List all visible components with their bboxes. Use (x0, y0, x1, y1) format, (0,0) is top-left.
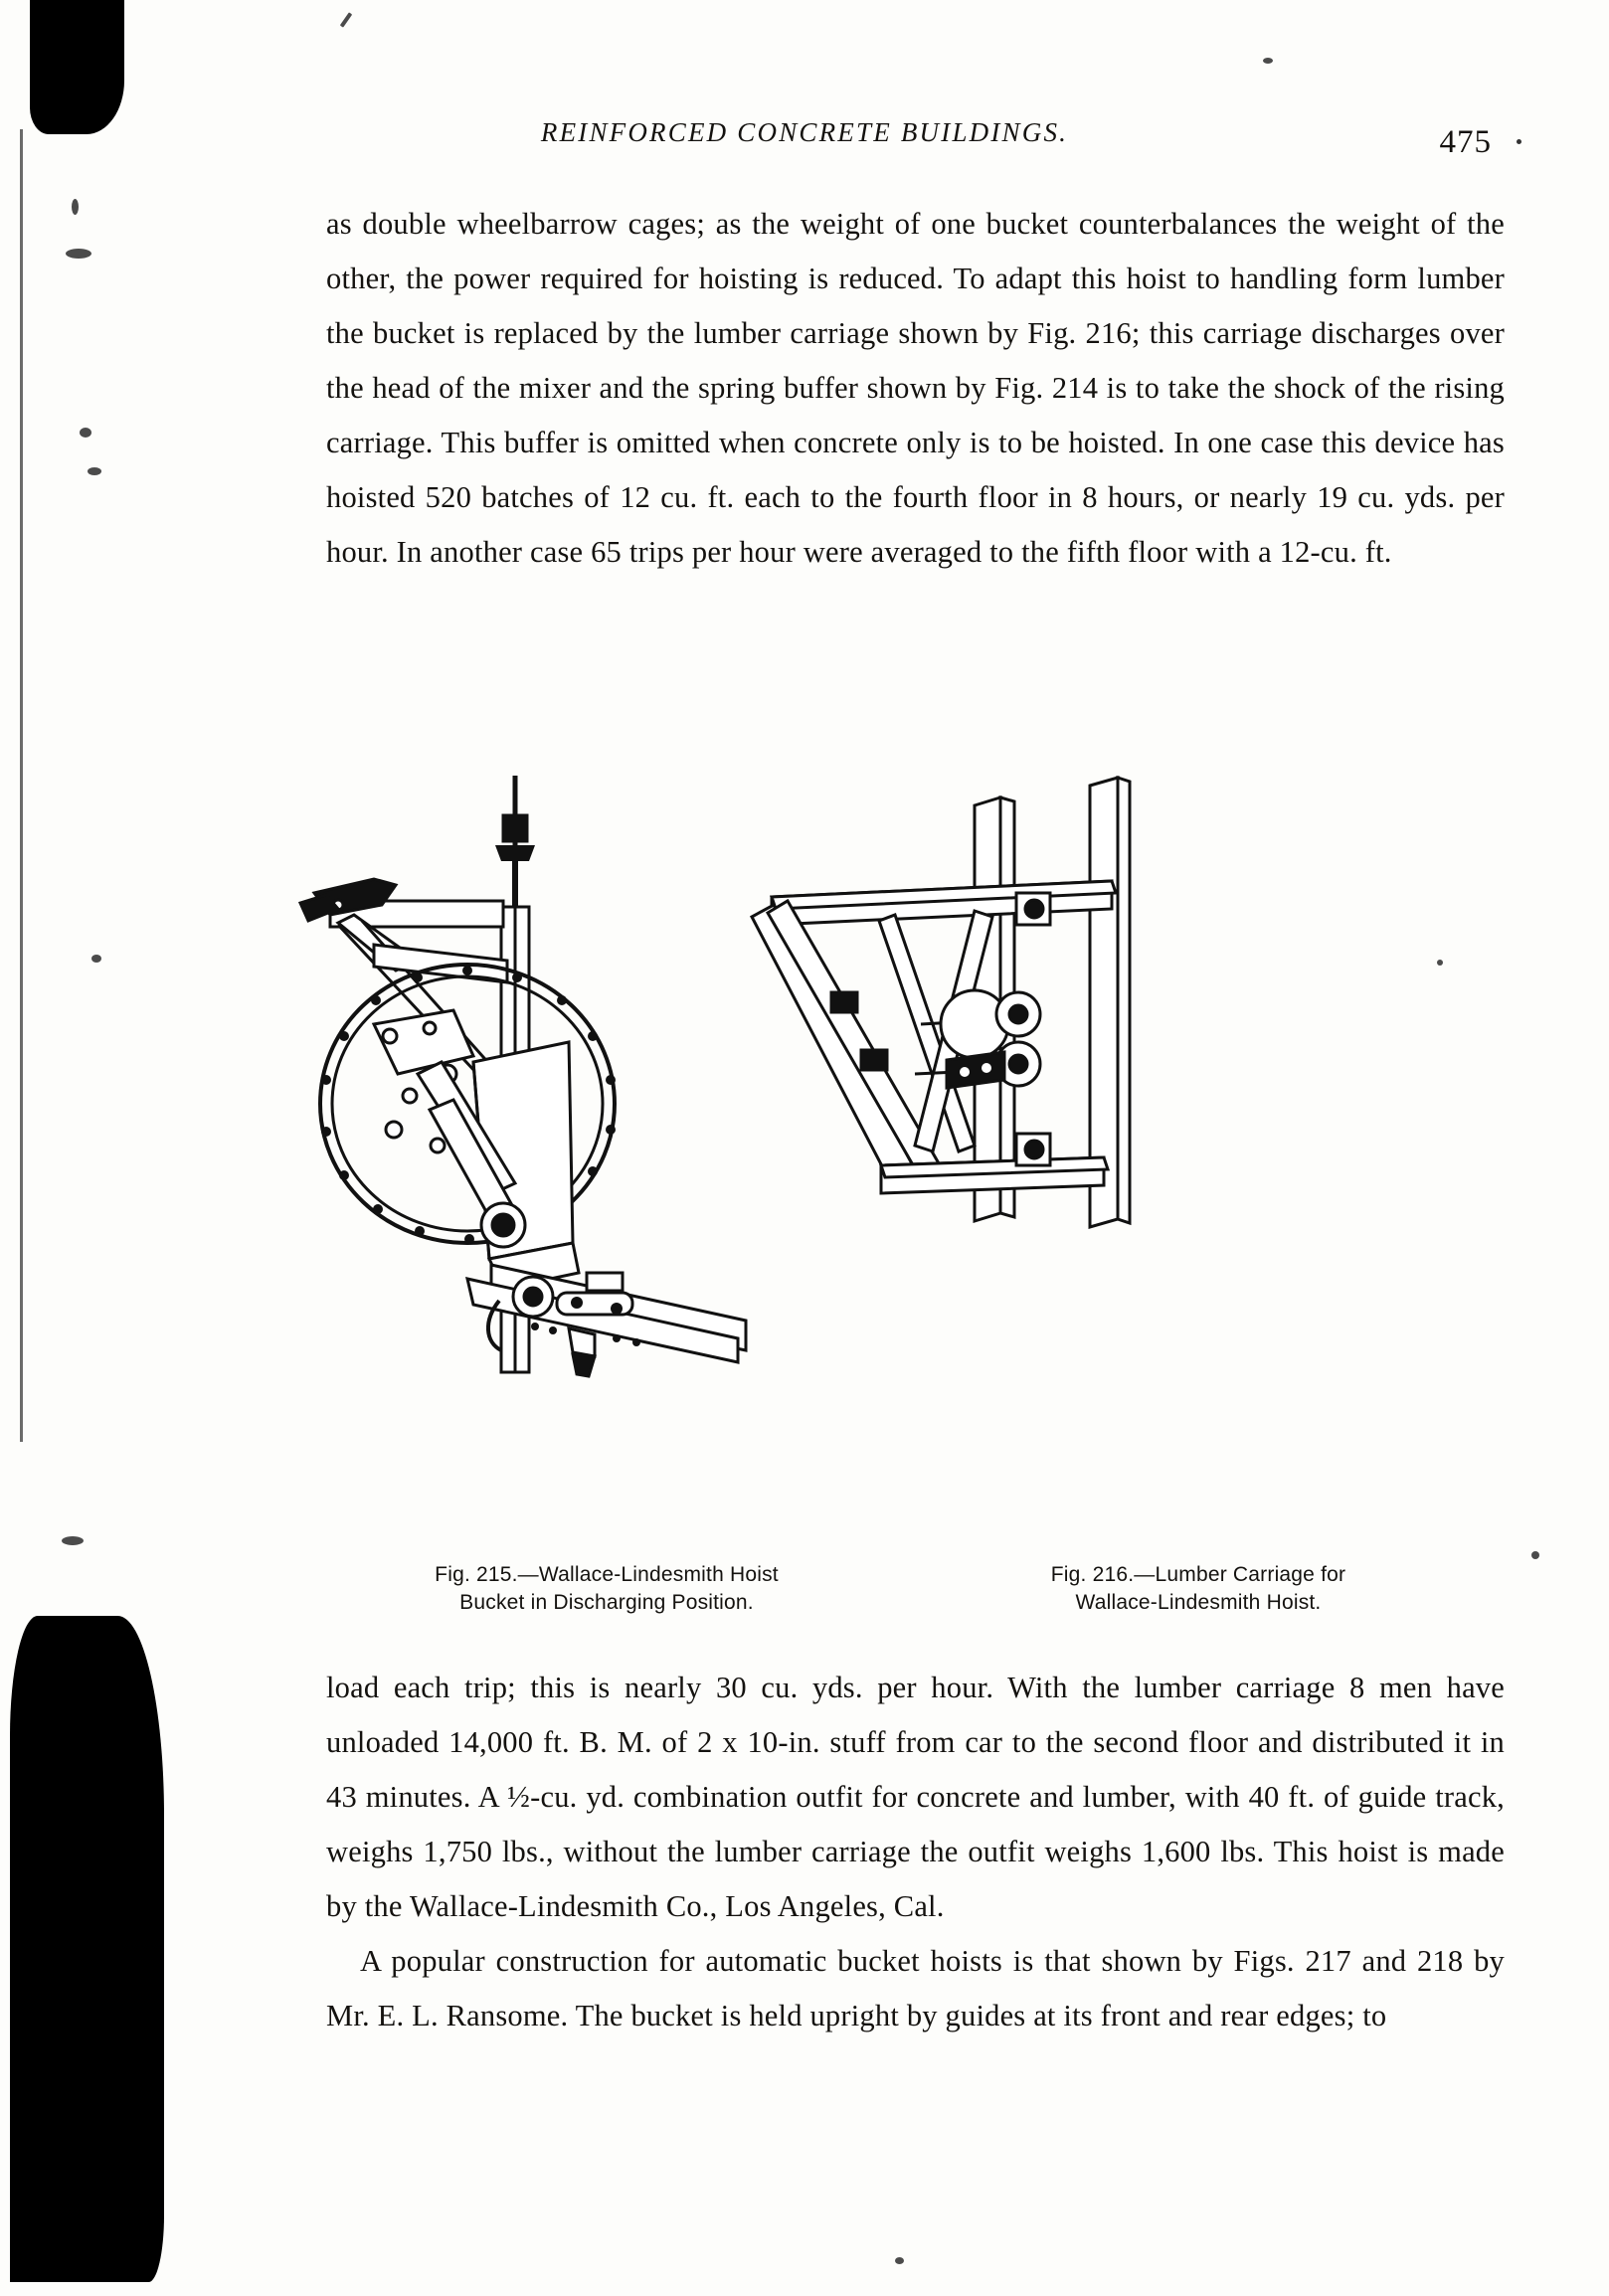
figure-215-caption-line2: Bucket in Discharging Position. (459, 1591, 754, 1614)
figure-215-216-drawing (278, 776, 1512, 1601)
scan-speck (895, 2257, 904, 2264)
scan-edge-artifact-top (30, 0, 124, 134)
figure-216-caption-line2: Wallace-Lindesmith Hoist. (1075, 1591, 1322, 1614)
paragraph-text: A popular construction for automatic bucket hoists is that shown by Figs. 217 and 218 by Mr. E. L. Ransome. The bucket is held upright by guides at its front and rear edges; to (326, 1944, 1505, 2032)
body-paragraph-top (326, 197, 1505, 580)
scan-speck (66, 249, 91, 259)
scan-speck (340, 12, 352, 27)
body-paragraph-bottom (326, 1661, 1505, 2043)
paragraph-text: load each trip; this is nearly 30 cu. yds. per hour. With the lumber carriage 8 men have unloaded 14,000 ft. B. M. of 2 x 10-in. stuff from car to the second floor and distributed it in 43 minutes. A ½-cu. yd. combination outfit for concrete and lumber, with 40 ft. of guide track, weighs 1,750 lbs., without the lumber carriage the outfit weighs 1,600 lbs. This hoist is made by the Wallace-Lindesmith Co., Los Angeles, Cal. (326, 1671, 1505, 1923)
paragraph-text: as double wheelbarrow cages; as the weight of one bucket counterbalances the weight of the other, the power required for hoisting is reduced. To adapt this hoist to handling form lumber the bucket is replaced by the lumber carriage shown by Fig. 216; this carriage discharges over the head of the mixer and the spring buffer shown by Fig. 214 is to take the shock of the rising carriage. This buffer is omitted when concrete only is to be hoisted. In one case this device has hoisted 520 batches of 12 cu. ft. each to the fourth floor in 8 hours, or nearly 19 cu. yds. per hour. In another case 65 trips per hour were averaged to the fifth floor with a 12-cu. ft. (326, 207, 1505, 569)
scan-speck (91, 955, 101, 963)
scan-speck (1517, 139, 1521, 144)
figure-216-caption-line1: Fig. 216.—Lumber Carriage for (1050, 1563, 1346, 1586)
scan-speck (72, 199, 79, 215)
scan-speck (1263, 58, 1273, 64)
scan-speck (88, 467, 101, 475)
scan-speck (62, 1536, 84, 1545)
figure-216-caption (965, 1561, 1432, 1617)
scan-edge-artifact-bottom (10, 1616, 164, 2282)
scan-speck (1531, 1551, 1539, 1559)
scan-edge-line (20, 129, 23, 1442)
figure-illustrations (278, 776, 1512, 1601)
figure-215-caption-line1: Fig. 215.—Wallace-Lindesmith Hoist (435, 1563, 779, 1586)
scan-speck (80, 428, 91, 438)
page-running-head: REINFORCED CONCRETE BUILDINGS. (540, 117, 1069, 147)
page-number: 475 (1439, 124, 1492, 160)
figure-215-caption (328, 1561, 885, 1617)
figure-captions (298, 1561, 1531, 1617)
